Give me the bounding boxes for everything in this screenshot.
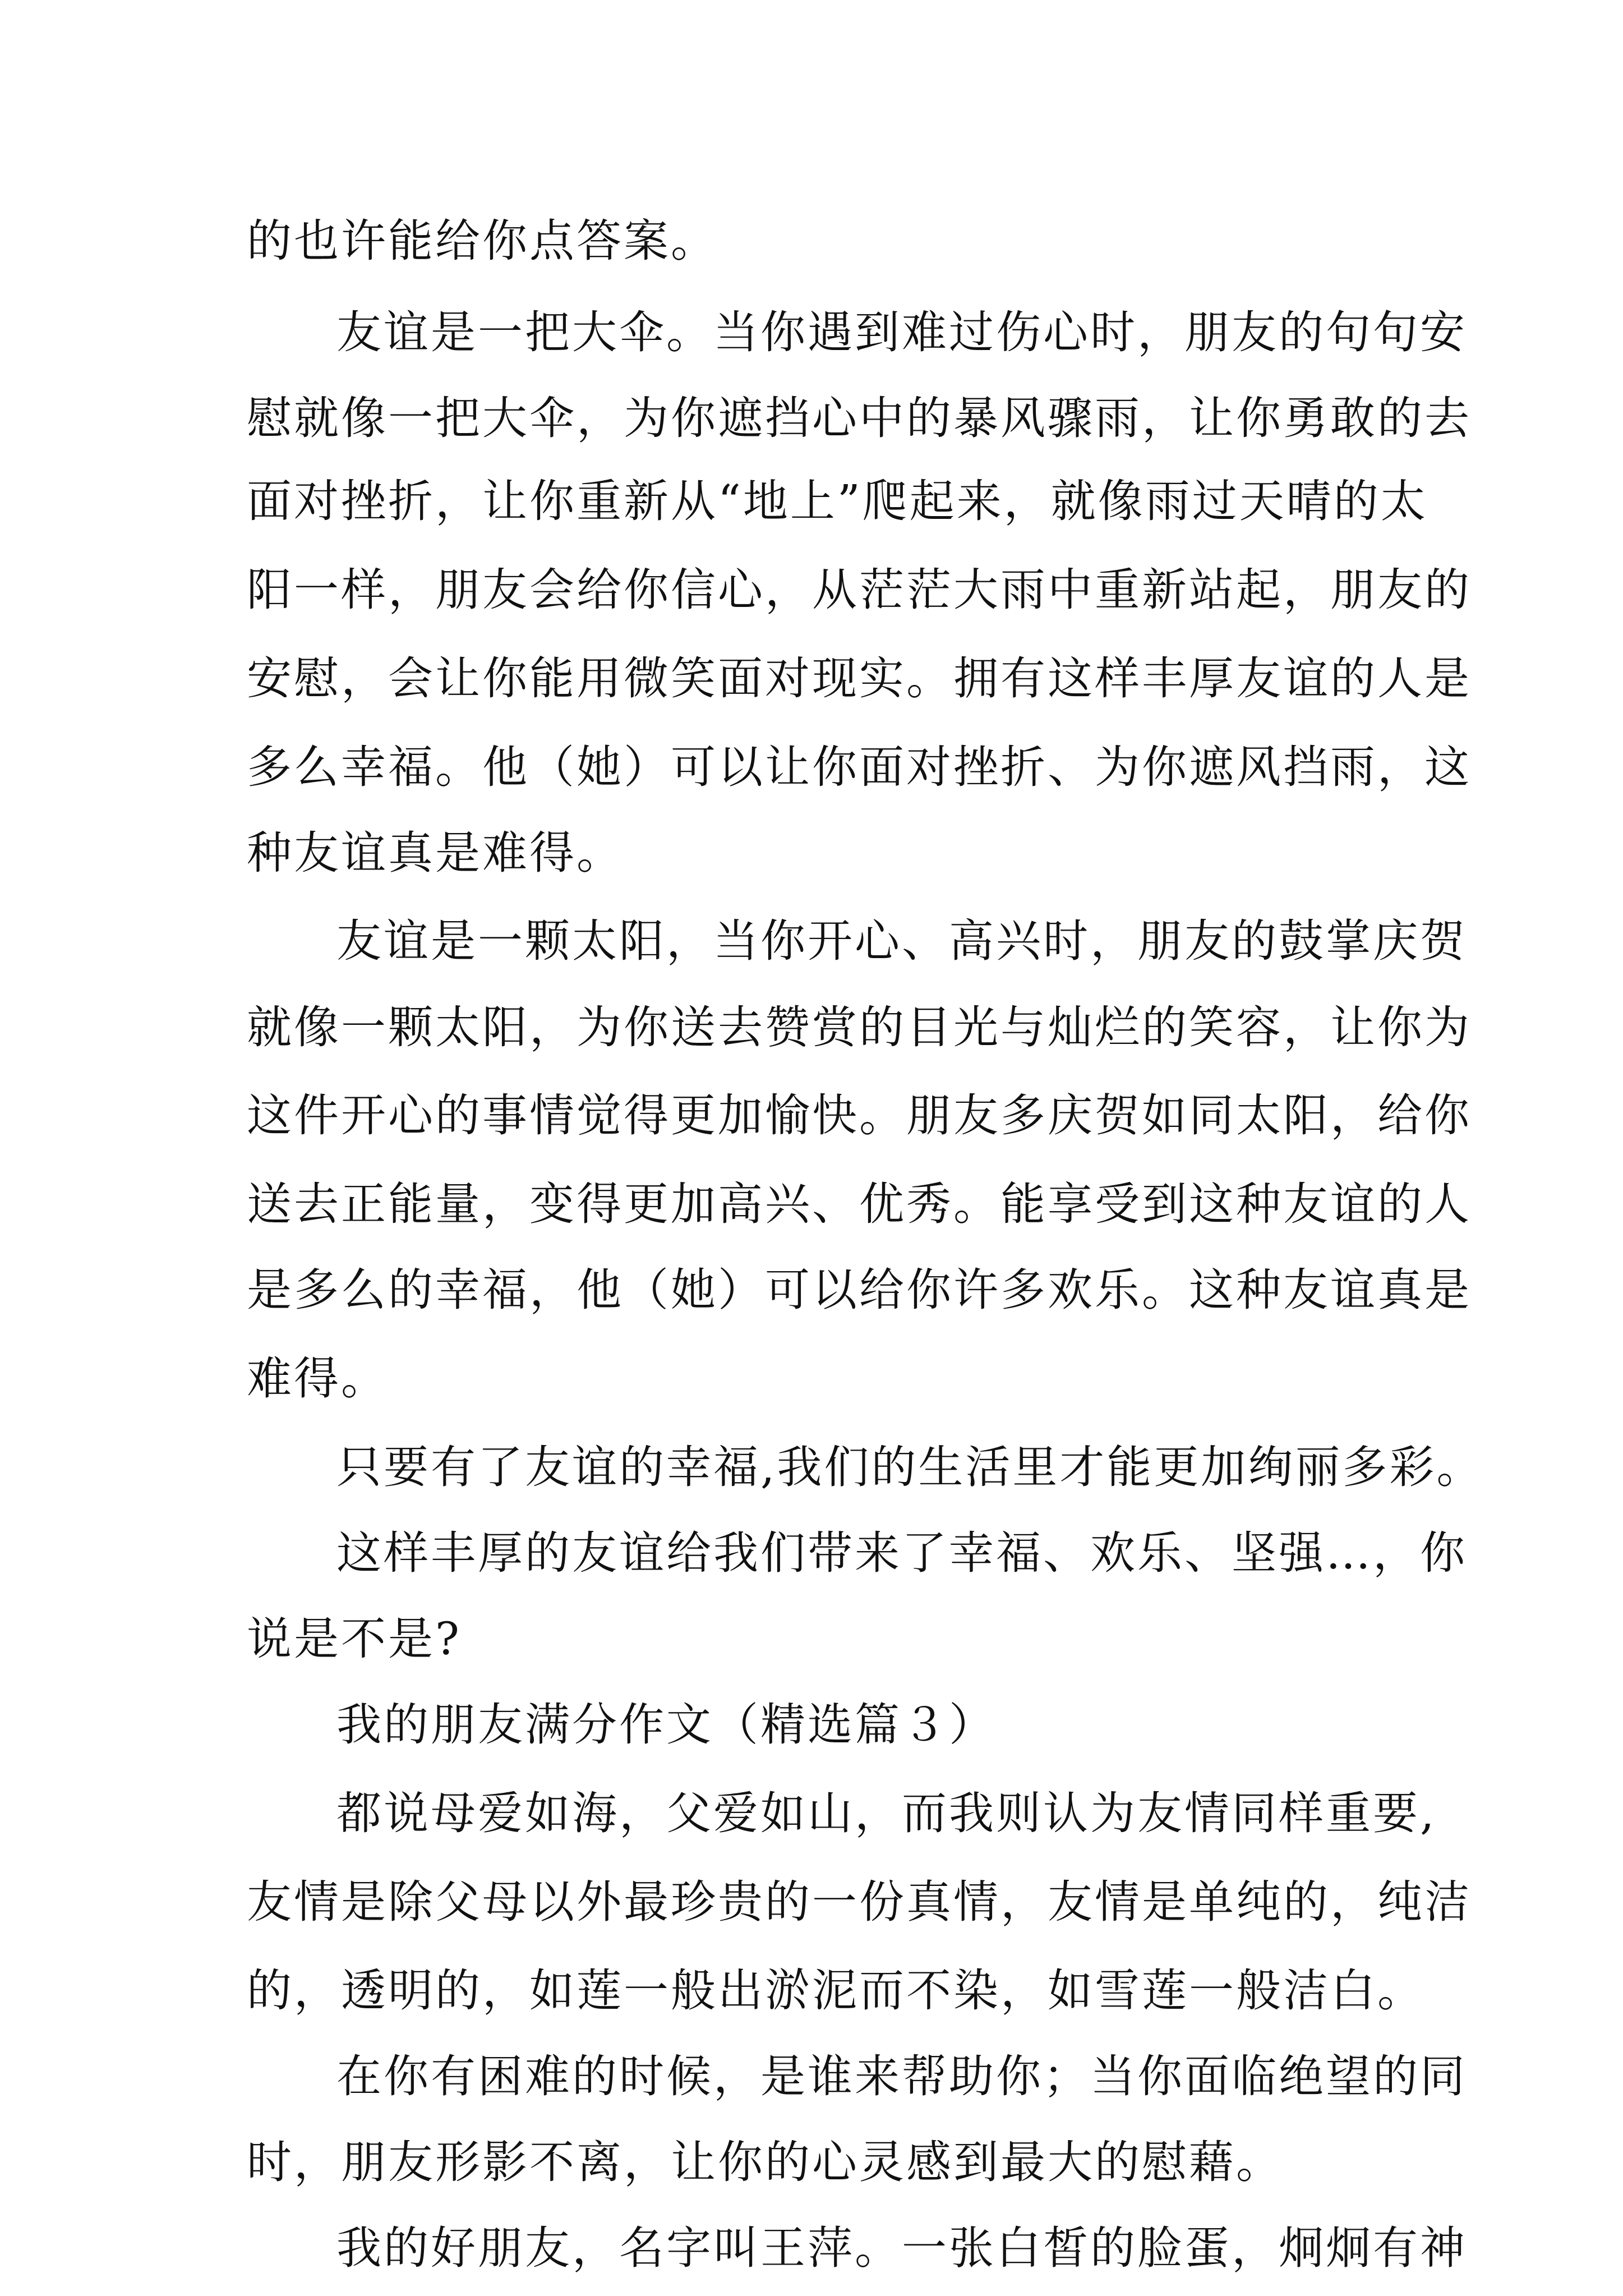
text-line: 的也许能给你点答案。 — [247, 215, 718, 267]
text-line: 的，透明的，如莲一般出淤泥而不染，如雪莲一般洁白。 — [247, 1964, 1424, 2017]
paragraph-start-line: 我的好朋友，名字叫王萍。一张白皙的脸蛋，炯炯有神 — [336, 2222, 1467, 2274]
text-line: 阳一样，朋友会给你信心，从茫茫大雨中重新站起，朋友的 — [247, 563, 1472, 616]
paragraph-start-line: 友谊是一把大伞。当你遇到难过伤心时，朋友的句句安 — [336, 306, 1467, 358]
text-line: 是多么的幸福，他（她）可以给你许多欢乐。这种友谊真是 — [247, 1264, 1472, 1317]
text-line: 难得。 — [247, 1352, 388, 1405]
text-line: 慰就像一把大伞，为你遮挡心中的暴风骤雨，让你勇敢的去 — [247, 392, 1472, 444]
section-heading: 我的朋友满分作文（精选篇３） — [336, 1699, 996, 1751]
text-line: 友情是除父母以外最珍贵的一份真情，友情是单纯的，纯洁 — [247, 1875, 1472, 1928]
text-line: 多么幸福。他（她）可以让你面对挫折、为你遮风挡雨，这 — [247, 740, 1472, 793]
text-line: 面对挫折，让你重新从“地上”爬起来，就像雨过天晴的太 — [247, 475, 1428, 527]
paragraph-start-line: 只要有了友谊的幸福,我们的生活里才能更加绚丽多彩。 — [336, 1441, 1484, 1494]
text-line: 就像一颗太阳，为你送去赞赏的目光与灿烂的笑容，让你为 — [247, 1001, 1472, 1053]
text-line: 时，朋友形影不离，让你的心灵感到最大的慰藉。 — [247, 2136, 1283, 2188]
text-line: 这件开心的事情觉得更加愉快。朋友多庆贺如同太阳，给你 — [247, 1089, 1472, 1142]
text-line: 说是不是? — [247, 1613, 462, 1665]
paragraph-start-line: 友谊是一颗太阳，当你开心、高兴时，朋友的鼓掌庆贺 — [336, 915, 1467, 968]
paragraph-start-line: 都说母爱如海，父爱如山，而我则认为友情同样重要, — [336, 1787, 1437, 1840]
paragraph-start-line: 这样丰厚的友谊给我们带来了幸福、欢乐、坚强…，你 — [336, 1527, 1467, 1580]
text-line: 种友谊真是难得。 — [247, 826, 624, 879]
paragraph-start-line: 在你有困难的时候，是谁来帮助你；当你面临绝望的同 — [336, 2050, 1467, 2102]
text-line: 送去正能量，变得更加高兴、优秀。能享受到这种友谊的人 — [247, 1178, 1472, 1231]
text-line: 安慰，会让你能用微笑面对现实。拥有这样丰厚友谊的人是 — [247, 652, 1472, 705]
